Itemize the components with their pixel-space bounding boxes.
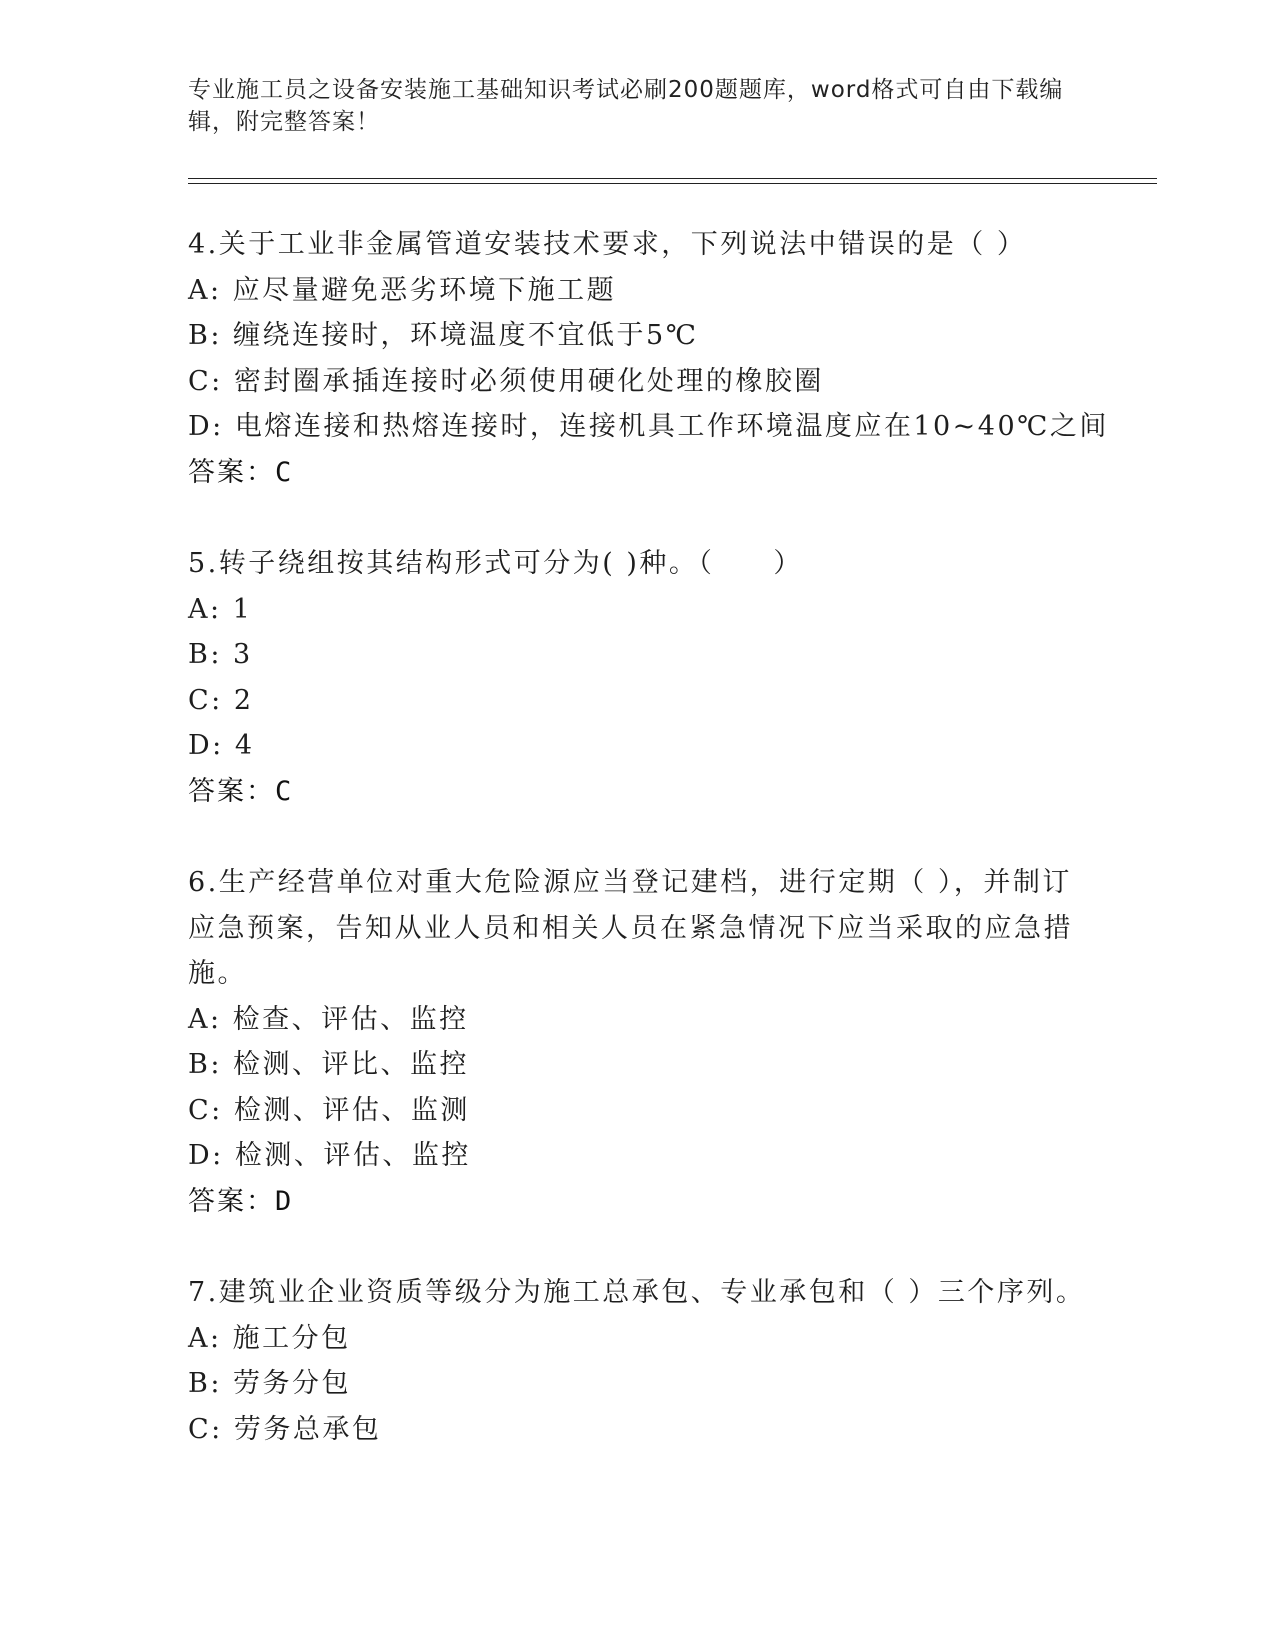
option-a: A: 应尽量避免恶劣环境下施工题 (188, 274, 617, 306)
question-5 (188, 541, 1088, 814)
option-a: A: 施工分包 (188, 1322, 351, 1354)
option-d: D: 电熔连接和热熔连接时，连接机具工作环境温度应在10~40℃之间 (188, 411, 1109, 442)
answer-value: C (275, 775, 292, 807)
option-d: D: 检测、评估、监控 (188, 1140, 471, 1171)
question-stem: 5.转子绕组按其结构形式可分为( )种。（ ） (188, 548, 803, 579)
document-header (188, 74, 1088, 138)
question-7 (188, 1270, 1088, 1452)
option-b: B: 3 (188, 639, 253, 670)
option-d: D: 4 (188, 730, 255, 761)
option-c: C: 密封圈承插连接时必须使用硬化处理的橡胶圈 (188, 365, 824, 397)
document-title: 专业施工员之设备安装施工基础知识考试必刷200题题库，word格式可自由下载编辑，附完整答案！ (188, 77, 1064, 135)
answer-value: C (275, 456, 292, 488)
question-stem: 6.生产经营单位对重大危险源应当登记建档，进行定期（ ），并制订应急预案，告知从业人员和相关人员在紧急情况下应当采取的应急措施。 (188, 867, 1073, 989)
option-a: A: 检查、评估、监控 (188, 1003, 469, 1035)
option-c: C: 2 (188, 684, 254, 716)
option-a: A: 1 (188, 593, 253, 625)
answer-line (188, 1179, 1088, 1225)
answer-label: 答案： (188, 456, 275, 488)
question-6 (188, 860, 1088, 1224)
question-stem: 4.关于工业非金属管道安装技术要求，下列说法中错误的是（ ） (188, 229, 1027, 260)
option-b: B: 缠绕连接时，环境温度不宜低于5℃ (188, 320, 699, 351)
question-4 (188, 222, 1109, 495)
answer-value: D (275, 1185, 292, 1217)
option-c: C: 检测、评估、监测 (188, 1094, 470, 1126)
answer-label: 答案： (188, 775, 275, 807)
answer-line (188, 450, 1088, 496)
answer-line (188, 769, 1088, 815)
option-b: B: 检测、评比、监控 (188, 1049, 470, 1080)
option-b: B: 劳务分包 (188, 1368, 352, 1399)
question-stem: 7.建筑业企业资质等级分为施工总承包、专业承包和（ ）三个序列。 (188, 1277, 1086, 1308)
option-c: C: 劳务总承包 (188, 1413, 382, 1445)
header-divider (188, 178, 1157, 179)
header-divider (188, 183, 1157, 184)
answer-label: 答案： (188, 1185, 275, 1217)
